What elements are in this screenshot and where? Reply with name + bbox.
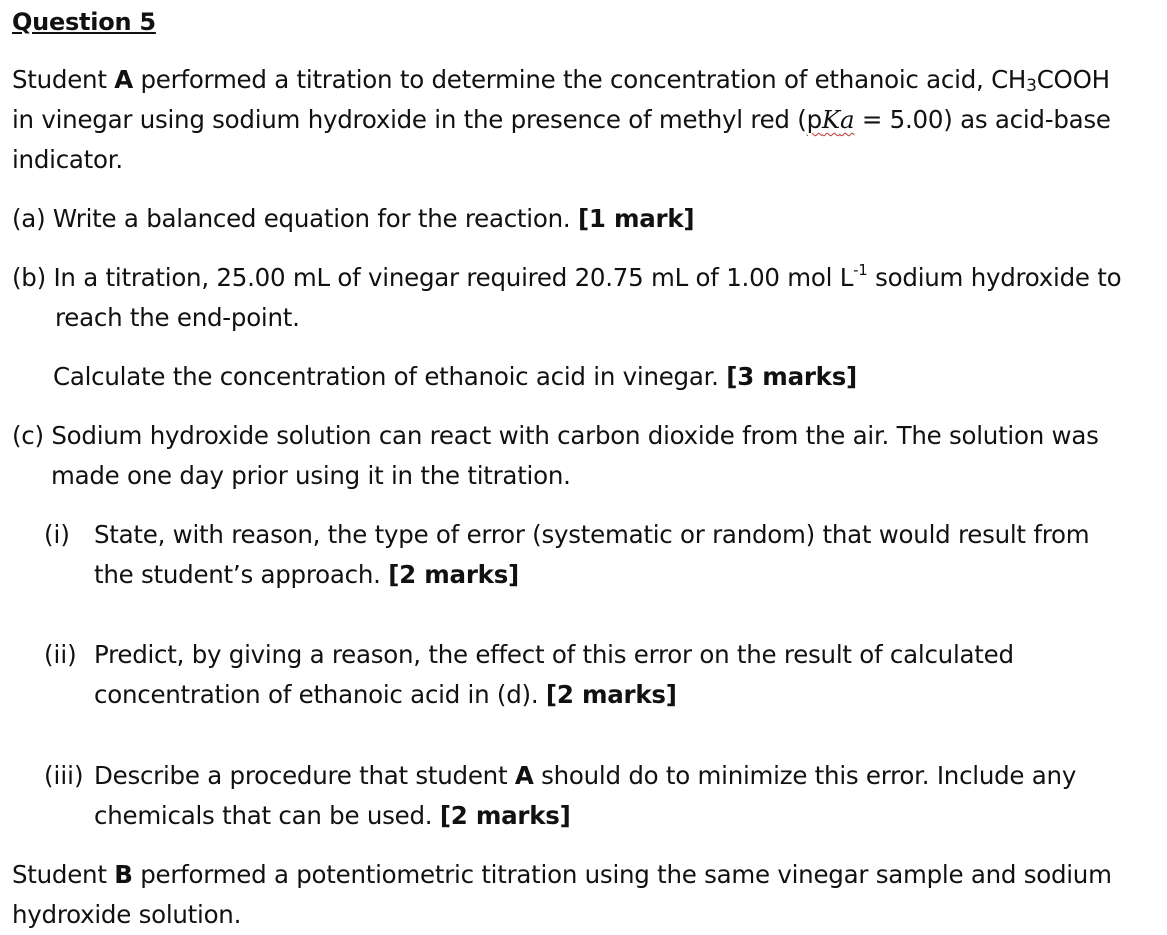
intro-line-3: indicator.: [12, 145, 123, 174]
intro-text: Student: [12, 65, 115, 94]
part-c-ii-text: concentration of ethanoic acid in (d).: [94, 680, 546, 709]
part-b-text: sodium hydroxide to: [867, 263, 1122, 292]
part-c-iii-line-1: [94, 756, 1076, 796]
part-a-marks: [1 mark]: [577, 204, 695, 233]
student-a-label: A: [114, 65, 133, 94]
outro-line-2: hydroxide solution.: [12, 900, 242, 929]
part-c-line-1: (c) Sodium hydroxide solution can react with carbon dioxide from the air. The solution was: [12, 421, 1099, 450]
part-c-i-text: the student’s approach.: [94, 560, 389, 589]
part-c-i-marks: [2 marks]: [388, 560, 519, 589]
pka-k: K: [821, 105, 840, 134]
subscript: 3: [1026, 76, 1037, 96]
part-c-iii-text: Describe a procedure that student: [94, 761, 515, 790]
question-title: Question 5: [12, 8, 156, 36]
part-b-calc: [53, 357, 857, 397]
part-c-iii-number: (iii): [44, 761, 84, 790]
part-c-ii-number: (ii): [44, 640, 77, 669]
part-c-line-2: made one day prior using it in the titration.: [51, 461, 571, 490]
part-c-ii-marks: [2 marks]: [545, 680, 677, 709]
intro-line-1: [12, 60, 1110, 103]
intro-text: = 5.00) as acid-base: [854, 105, 1111, 134]
part-c-iii-line-2: [94, 796, 571, 836]
part-c-i-number: (i): [44, 520, 70, 549]
outro-text: Student: [12, 860, 115, 889]
part-b-calc-text: Calculate the concentration of ethanoic acid in vinegar.: [53, 362, 727, 391]
formula-text: COOH: [1036, 65, 1110, 94]
pka-a: a: [839, 105, 855, 134]
part-c-ii-line-1: Predict, by giving a reason, the effect of this error on the result of calculated: [94, 640, 1014, 669]
outro-line-1: [12, 855, 1112, 895]
student-a-label: A: [514, 761, 534, 790]
intro-line-2: [12, 100, 1111, 140]
part-b-line-1: [12, 258, 1121, 301]
part-a: [12, 199, 694, 239]
part-c-iii-marks: [2 marks]: [439, 801, 571, 830]
part-c-i-line-2: [94, 555, 519, 595]
intro-text: in vinegar using sodium hydroxide in the presence of methyl red (: [12, 105, 807, 134]
part-c-iii-text: chemicals that can be used.: [94, 801, 440, 830]
part-c-ii-line-2: [94, 675, 677, 715]
intro-text: performed a titration to determine the concentration of ethanoic acid, CH: [132, 65, 1027, 94]
part-b-line-2: reach the end-point.: [55, 303, 300, 332]
part-a-text: (a) Write a balanced equation for the reaction.: [12, 204, 578, 233]
part-b-marks: [3 marks]: [726, 362, 858, 391]
part-c-iii-text: should do to minimize this error. Include any: [533, 761, 1077, 790]
student-b-label: B: [114, 860, 133, 889]
pka-p: p: [806, 105, 822, 134]
pka-symbol: [807, 105, 855, 134]
part-b-text: (b) In a titration, 25.00 mL of vinegar required 20.75 mL of 1.00 mol L: [12, 263, 854, 292]
outro-text: performed a potentiometric titration using the same vinegar sample and sodium: [132, 860, 1112, 889]
superscript: -1: [853, 261, 868, 279]
part-c-i-line-1: State, with reason, the type of error (systematic or random) that would result from: [94, 520, 1090, 549]
